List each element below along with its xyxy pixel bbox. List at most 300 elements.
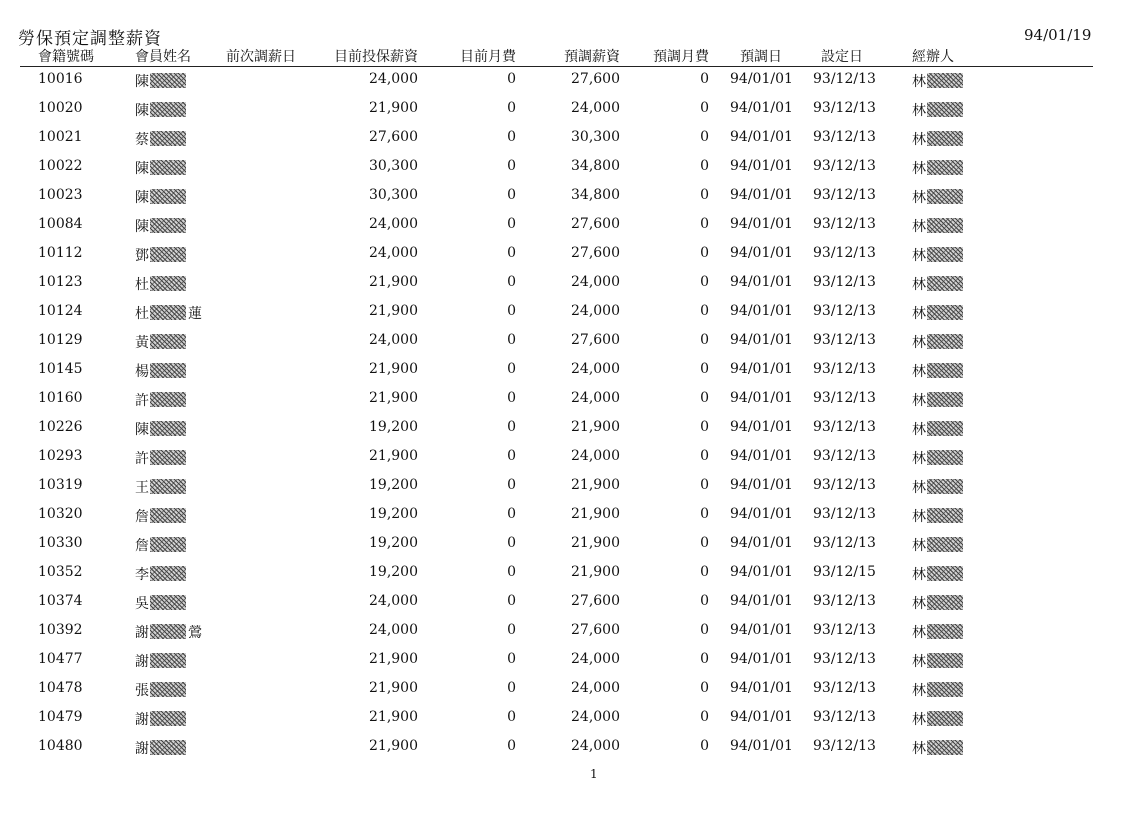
planned-salary: 24,000 [571,361,620,377]
member-no: 10374 [38,593,83,609]
handler-surname: 林 [912,567,926,583]
set-date: 93/12/13 [813,129,876,145]
set-date: 93/12/15 [813,564,876,580]
redacted-handler-block [927,247,963,262]
redacted-handler-block [927,653,963,668]
member-name [135,100,188,120]
member-surname: 謝 [135,712,149,728]
set-date: 93/12/13 [813,622,876,638]
table-row [0,705,1123,734]
header-handler: 經辦人 [912,49,954,65]
redacted-handler-block [927,160,963,175]
current-monthly-fee: 0 [507,506,516,522]
member-name [135,593,188,613]
planned-date: 94/01/01 [730,187,793,203]
planned-salary: 24,000 [571,303,620,319]
set-date: 93/12/13 [813,332,876,348]
current-insured-salary: 21,900 [369,680,418,696]
table-row [0,502,1123,531]
redacted-handler-block [927,363,963,378]
redacted-handler-block [927,537,963,552]
planned-date: 94/01/01 [730,651,793,667]
redacted-name-block [150,450,186,465]
planned-monthly-fee: 0 [700,593,709,609]
planned-monthly-fee: 0 [700,158,709,174]
header-planned-date: 預調日 [740,49,782,65]
set-date: 93/12/13 [813,303,876,319]
planned-salary: 24,000 [571,100,620,116]
handler-name [912,564,963,584]
current-insured-salary: 21,900 [369,361,418,377]
planned-salary: 24,000 [571,680,620,696]
member-name [135,651,188,671]
planned-salary: 24,000 [571,738,620,754]
table-row [0,531,1123,560]
member-no: 10084 [38,216,83,232]
current-insured-salary: 19,200 [369,564,418,580]
redacted-name-block [150,73,186,88]
handler-surname: 林 [912,422,926,438]
redacted-handler-block [927,392,963,407]
planned-salary: 21,900 [571,564,620,580]
member-no: 10392 [38,622,83,638]
planned-date: 94/01/01 [730,390,793,406]
member-no: 10020 [38,100,83,116]
table-row [0,96,1123,125]
member-name [135,709,188,729]
handler-surname: 林 [912,219,926,235]
planned-salary: 24,000 [571,274,620,290]
handler-name [912,100,963,120]
table-row [0,589,1123,618]
planned-date: 94/01/01 [730,535,793,551]
member-surname: 蔡 [135,132,149,148]
redacted-handler-block [927,276,963,291]
handler-surname: 林 [912,509,926,525]
member-name [135,680,188,700]
member-no: 10226 [38,419,83,435]
current-monthly-fee: 0 [507,158,516,174]
planned-monthly-fee: 0 [700,216,709,232]
handler-name [912,506,963,526]
planned-date: 94/01/01 [730,709,793,725]
table-row [0,734,1123,763]
redacted-name-block [150,334,186,349]
member-no: 10478 [38,680,83,696]
current-monthly-fee: 0 [507,738,516,754]
table-row [0,560,1123,589]
handler-name [912,535,963,555]
current-insured-salary: 19,200 [369,535,418,551]
handler-surname: 林 [912,625,926,641]
redacted-name-block [150,392,186,407]
handler-surname: 林 [912,74,926,90]
set-date: 93/12/13 [813,390,876,406]
member-name [135,622,202,642]
member-no: 10320 [38,506,83,522]
planned-monthly-fee: 0 [700,100,709,116]
handler-surname: 林 [912,683,926,699]
handler-surname: 林 [912,451,926,467]
planned-date: 94/01/01 [730,622,793,638]
table-row [0,154,1123,183]
redacted-name-block [150,189,186,204]
report-date: 94/01/19 [1024,26,1092,44]
member-surname: 謝 [135,741,149,757]
current-monthly-fee: 0 [507,448,516,464]
handler-surname: 林 [912,103,926,119]
current-insured-salary: 21,900 [369,274,418,290]
handler-name [912,361,963,381]
current-monthly-fee: 0 [507,187,516,203]
planned-salary: 21,900 [571,535,620,551]
member-surname: 陳 [135,74,149,90]
member-surname: 杜 [135,277,149,293]
member-name [135,535,188,555]
planned-date: 94/01/01 [730,216,793,232]
member-surname: 詹 [135,509,149,525]
member-name [135,129,188,149]
redacted-name-block [150,682,186,697]
table-body [0,67,1123,763]
table-header [0,46,1123,66]
planned-salary: 24,000 [571,448,620,464]
set-date: 93/12/13 [813,448,876,464]
member-surname: 杜 [135,306,149,322]
member-surname: 王 [135,480,149,496]
redacted-handler-block [927,305,963,320]
current-monthly-fee: 0 [507,71,516,87]
planned-date: 94/01/01 [730,245,793,261]
redacted-name-block [150,624,186,639]
handler-surname: 林 [912,248,926,264]
planned-monthly-fee: 0 [700,709,709,725]
planned-monthly-fee: 0 [700,738,709,754]
planned-monthly-fee: 0 [700,680,709,696]
current-insured-salary: 24,000 [369,71,418,87]
planned-monthly-fee: 0 [700,361,709,377]
redacted-name-block [150,160,186,175]
current-monthly-fee: 0 [507,709,516,725]
planned-monthly-fee: 0 [700,564,709,580]
member-name-suffix: 鶯 [188,625,202,641]
redacted-name-block [150,218,186,233]
redacted-name-block [150,711,186,726]
planned-salary: 34,800 [571,187,620,203]
member-surname: 陳 [135,103,149,119]
planned-salary: 27,600 [571,71,620,87]
table-row [0,415,1123,444]
current-insured-salary: 19,200 [369,506,418,522]
current-insured-salary: 21,900 [369,651,418,667]
set-date: 93/12/13 [813,419,876,435]
member-no: 10145 [38,361,83,377]
member-name [135,187,188,207]
member-surname: 李 [135,567,149,583]
current-monthly-fee: 0 [507,593,516,609]
handler-surname: 林 [912,538,926,554]
handler-name [912,593,963,613]
handler-surname: 林 [912,335,926,351]
member-no: 10352 [38,564,83,580]
current-insured-salary: 21,900 [369,303,418,319]
member-name [135,506,188,526]
planned-salary: 24,000 [571,390,620,406]
header-member-name: 會員姓名 [135,49,191,65]
set-date: 93/12/13 [813,651,876,667]
handler-name [912,245,963,265]
set-date: 93/12/13 [813,477,876,493]
handler-surname: 林 [912,393,926,409]
header-member-no: 會籍號碼 [38,49,94,65]
current-monthly-fee: 0 [507,622,516,638]
handler-name [912,274,963,294]
redacted-name-block [150,595,186,610]
table-row [0,125,1123,154]
planned-date: 94/01/01 [730,506,793,522]
planned-monthly-fee: 0 [700,448,709,464]
redacted-name-block [150,102,186,117]
planned-salary: 30,300 [571,129,620,145]
current-monthly-fee: 0 [507,477,516,493]
planned-salary: 21,900 [571,506,620,522]
redacted-name-block [150,537,186,552]
current-insured-salary: 24,000 [369,622,418,638]
member-name [135,158,188,178]
planned-salary: 34,800 [571,158,620,174]
member-no: 10016 [38,71,83,87]
table-row [0,647,1123,676]
header-planned-salary: 預調薪資 [564,49,620,65]
current-insured-salary: 30,300 [369,158,418,174]
member-no: 10330 [38,535,83,551]
set-date: 93/12/13 [813,158,876,174]
redacted-handler-block [927,566,963,581]
member-surname: 謝 [135,654,149,670]
planned-monthly-fee: 0 [700,535,709,551]
redacted-name-block [150,247,186,262]
member-surname: 陳 [135,422,149,438]
set-date: 93/12/13 [813,680,876,696]
member-no: 10022 [38,158,83,174]
current-monthly-fee: 0 [507,651,516,667]
current-insured-salary: 24,000 [369,332,418,348]
member-name [135,361,188,381]
planned-date: 94/01/01 [730,564,793,580]
current-insured-salary: 21,900 [369,390,418,406]
member-no: 10160 [38,390,83,406]
member-name [135,332,188,352]
redacted-handler-block [927,421,963,436]
handler-surname: 林 [912,654,926,670]
current-monthly-fee: 0 [507,390,516,406]
redacted-handler-block [927,740,963,755]
handler-name [912,738,963,758]
member-name [135,448,188,468]
table-row [0,444,1123,473]
handler-surname: 林 [912,596,926,612]
planned-date: 94/01/01 [730,680,793,696]
member-no: 10023 [38,187,83,203]
current-insured-salary: 24,000 [369,593,418,609]
handler-name [912,651,963,671]
handler-surname: 林 [912,161,926,177]
table-row [0,241,1123,270]
member-no: 10480 [38,738,83,754]
handler-name [912,622,963,642]
redacted-handler-block [927,682,963,697]
redacted-handler-block [927,711,963,726]
handler-name [912,303,963,323]
member-surname: 陳 [135,190,149,206]
set-date: 93/12/13 [813,274,876,290]
header-set-date: 設定日 [821,49,863,65]
current-insured-salary: 24,000 [369,216,418,232]
table-row [0,212,1123,241]
redacted-name-block [150,421,186,436]
redacted-name-block [150,363,186,378]
redacted-name-block [150,479,186,494]
member-no: 10021 [38,129,83,145]
handler-name [912,419,963,439]
planned-monthly-fee: 0 [700,129,709,145]
table-row [0,183,1123,212]
redacted-handler-block [927,450,963,465]
planned-date: 94/01/01 [730,477,793,493]
redacted-handler-block [927,131,963,146]
planned-date: 94/01/01 [730,274,793,290]
set-date: 93/12/13 [813,245,876,261]
redacted-handler-block [927,595,963,610]
planned-salary: 27,600 [571,332,620,348]
current-insured-salary: 19,200 [369,477,418,493]
member-no: 10479 [38,709,83,725]
member-name [135,216,188,236]
handler-name [912,390,963,410]
current-monthly-fee: 0 [507,680,516,696]
planned-monthly-fee: 0 [700,245,709,261]
current-insured-salary: 21,900 [369,100,418,116]
table-row [0,618,1123,647]
redacted-handler-block [927,334,963,349]
member-name [135,303,202,323]
planned-monthly-fee: 0 [700,71,709,87]
member-surname: 吳 [135,596,149,612]
member-name [135,274,188,294]
member-name [135,245,188,265]
set-date: 93/12/13 [813,71,876,87]
current-monthly-fee: 0 [507,274,516,290]
current-insured-salary: 19,200 [369,419,418,435]
member-surname: 陳 [135,161,149,177]
member-surname: 陳 [135,219,149,235]
handler-surname: 林 [912,480,926,496]
redacted-name-block [150,566,186,581]
redacted-name-block [150,740,186,755]
redacted-handler-block [927,479,963,494]
table-row [0,386,1123,415]
member-no: 10293 [38,448,83,464]
member-surname: 張 [135,683,149,699]
planned-monthly-fee: 0 [700,651,709,667]
handler-surname: 林 [912,190,926,206]
handler-surname: 林 [912,712,926,728]
planned-date: 94/01/01 [730,738,793,754]
planned-monthly-fee: 0 [700,390,709,406]
set-date: 93/12/13 [813,187,876,203]
planned-date: 94/01/01 [730,303,793,319]
member-name [135,738,188,758]
handler-surname: 林 [912,132,926,148]
member-surname: 楊 [135,364,149,380]
current-monthly-fee: 0 [507,129,516,145]
header-planned-monthly-fee: 預調月費 [653,49,709,65]
handler-name [912,680,963,700]
member-no: 10112 [38,245,83,261]
planned-salary: 21,900 [571,419,620,435]
current-monthly-fee: 0 [507,245,516,261]
planned-date: 94/01/01 [730,593,793,609]
set-date: 93/12/13 [813,216,876,232]
planned-salary: 27,600 [571,622,620,638]
planned-monthly-fee: 0 [700,477,709,493]
handler-name [912,158,963,178]
planned-date: 94/01/01 [730,361,793,377]
handler-name [912,71,963,91]
member-no: 10319 [38,477,83,493]
member-surname: 鄧 [135,248,149,264]
planned-monthly-fee: 0 [700,332,709,348]
planned-salary: 27,600 [571,593,620,609]
member-no: 10123 [38,274,83,290]
planned-date: 94/01/01 [730,100,793,116]
header-last-adjust-date: 前次調薪日 [226,49,296,65]
table-row [0,357,1123,386]
current-monthly-fee: 0 [507,100,516,116]
page-number: 1 [590,767,598,781]
set-date: 93/12/13 [813,709,876,725]
member-name [135,419,188,439]
table-row [0,473,1123,502]
planned-monthly-fee: 0 [700,622,709,638]
planned-monthly-fee: 0 [700,274,709,290]
current-monthly-fee: 0 [507,361,516,377]
redacted-handler-block [927,508,963,523]
planned-salary: 27,600 [571,245,620,261]
planned-date: 94/01/01 [730,448,793,464]
handler-name [912,187,963,207]
member-name [135,564,188,584]
planned-date: 94/01/01 [730,332,793,348]
current-insured-salary: 24,000 [369,245,418,261]
planned-monthly-fee: 0 [700,506,709,522]
handler-surname: 林 [912,306,926,322]
redacted-handler-block [927,189,963,204]
handler-surname: 林 [912,741,926,757]
planned-date: 94/01/01 [730,71,793,87]
redacted-handler-block [927,102,963,117]
handler-surname: 林 [912,364,926,380]
set-date: 93/12/13 [813,738,876,754]
table-row [0,299,1123,328]
member-name [135,390,188,410]
member-surname: 許 [135,451,149,467]
current-insured-salary: 21,900 [369,738,418,754]
current-monthly-fee: 0 [507,535,516,551]
planned-date: 94/01/01 [730,129,793,145]
redacted-handler-block [927,218,963,233]
current-monthly-fee: 0 [507,216,516,232]
